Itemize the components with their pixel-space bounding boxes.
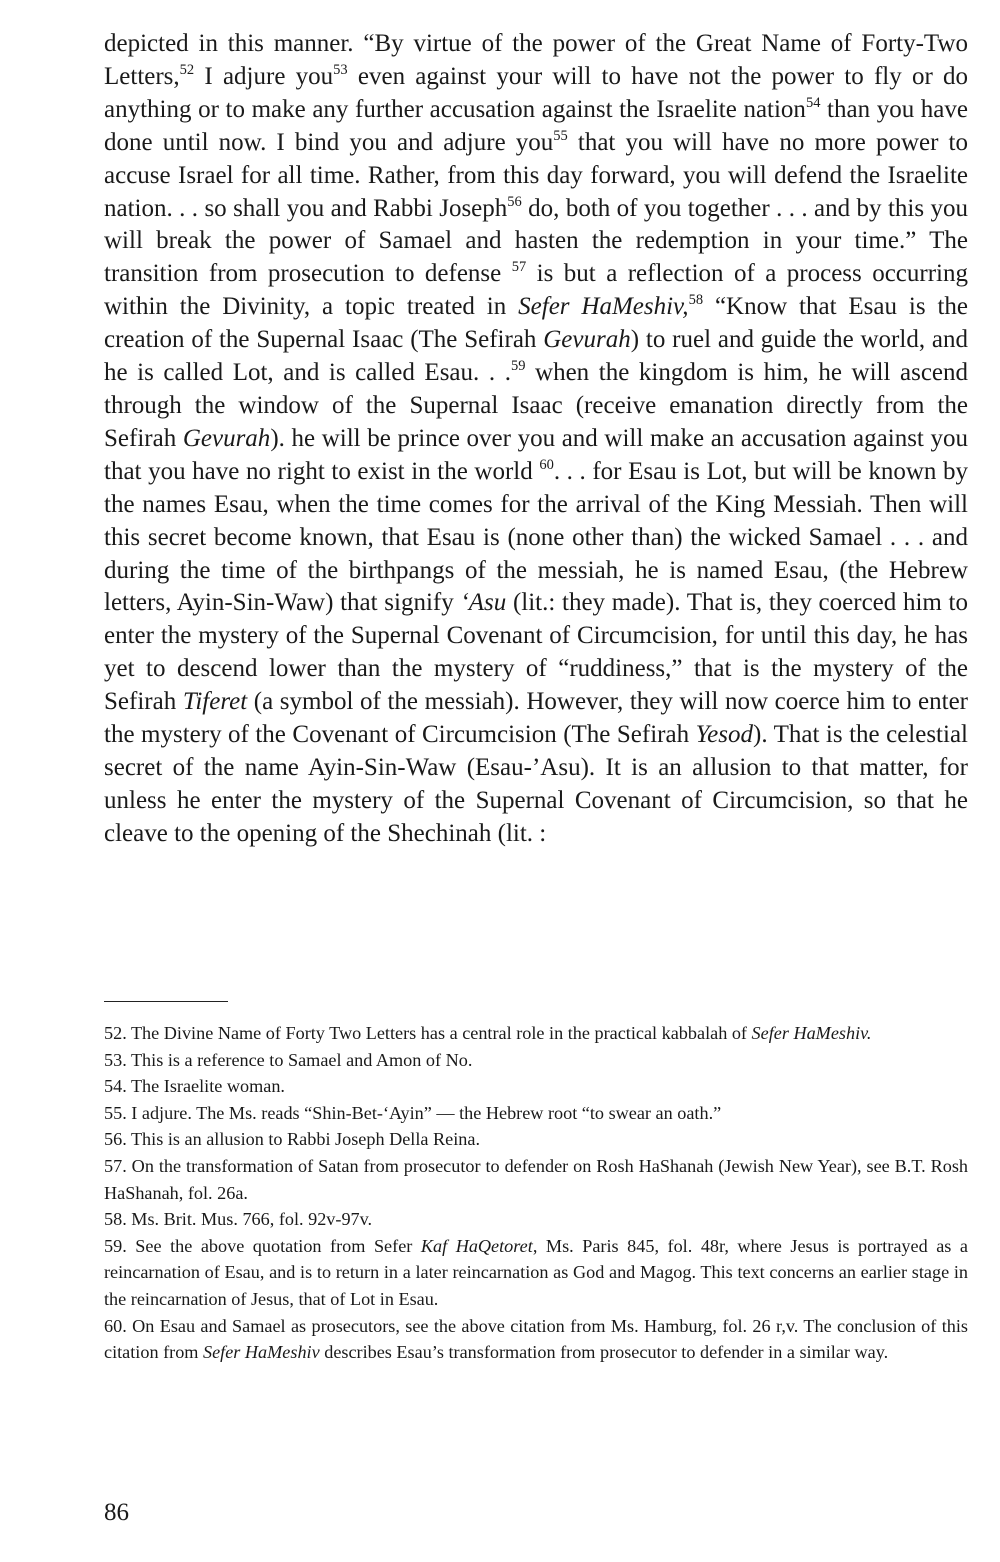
text-run: I adjure you xyxy=(194,62,334,90)
footnote-marker: 52 xyxy=(179,61,195,78)
text-run: , Ms. Paris 845, fol. 48r, where Jesus is portrayed as a reincarnation of Esau, and is to return in a later reincarnation as God and Magog. This text concerns an earlier stage in the reincarnation of Jesus, that of Lot in Esau. xyxy=(104,1235,969,1309)
text-run: is but a reflection of a process occurring within the Divinity, a topic treated in xyxy=(104,260,968,321)
footnote-item xyxy=(104,1047,968,1074)
footnote-item xyxy=(104,1100,968,1127)
text-run: that you will have no more power to accuse Israel for all time. Rather, from this day forward, you will defend the Israelite nation. . . so shall you and Rabbi Joseph xyxy=(104,128,968,222)
footnote-marker: 57 xyxy=(511,259,527,276)
text-run: “Know that Esau is the creation of the Supernal Isaac (The Sefirah xyxy=(104,293,969,354)
text-run: when the kingdom is him, he will ascend through the window of the Supernal Isaac (receive emanation directly from the Sefirah xyxy=(104,359,969,452)
page-number: 86 xyxy=(104,1499,129,1526)
text-run: than you have done until now. I bind you and adjure you xyxy=(104,95,968,156)
footnote-item xyxy=(104,1233,968,1313)
text-run: 57. On the transformation of Satan from prosecutor to defender on Rosh HaShanah (Jewish New Year), see B.T. Rosh HaShanah, fol. 26a. xyxy=(104,1155,968,1203)
footnote-marker: 56 xyxy=(507,193,522,210)
italic-text: Sefer HaMeshiv, xyxy=(518,293,689,321)
footnotes xyxy=(104,1020,968,1366)
text-run: ) to ruel and guide the world, and he is called Lot, and is called Esau. . . xyxy=(104,326,968,387)
footnote-item xyxy=(104,1313,968,1366)
text-run: 54. The Israelite woman. xyxy=(104,1076,285,1097)
text-run: describes Esau’s transformation from prosecutor to defender in a similar way. xyxy=(319,1342,889,1363)
footnote-item xyxy=(104,1126,968,1153)
footnote-marker: 59 xyxy=(510,357,526,374)
text-run: 52. The Divine Name of Forty Two Letters has a central role in the practical kabbalah of xyxy=(104,1023,752,1043)
italic-text: Sefer HaMeshiv. xyxy=(751,1023,872,1043)
footnote-separator xyxy=(104,1001,228,1002)
text-run: 58. Ms. Brit. Mus. 766, fol. 92v-97v. xyxy=(104,1209,373,1230)
footnote-marker: 53 xyxy=(333,61,348,78)
footnote-marker: 60 xyxy=(539,456,554,473)
italic-text: Yesod xyxy=(695,721,753,749)
italic-text: Gevurah xyxy=(182,424,271,452)
footnote-item xyxy=(104,1020,968,1047)
text-run: 55. I adjure. The Ms. reads “Shin-Bet-‘Ayin” — the Hebrew root “to swear an oath.” xyxy=(104,1102,722,1123)
text-run: 59. See the above quotation from Sefer xyxy=(104,1235,421,1256)
italic-text: Kaf HaQetoret xyxy=(420,1235,533,1256)
text-run: do, both of you together . . . and by this you will break the power of Samael and hasten the redemption in your time.” The transition from prosecution to defense xyxy=(104,194,968,288)
italic-text: Sefer HaMeshiv xyxy=(203,1342,320,1363)
text-run: ). he will be prince over you and will make an accusation against you that you have no right to exist in the world xyxy=(104,424,968,485)
italic-text: Gevurah xyxy=(543,326,631,354)
body-paragraph xyxy=(104,28,968,851)
text-run: depicted in this manner. “By virtue of the power of the Great Name of Forty-Two Letters, xyxy=(104,30,968,90)
footnote-marker: 58 xyxy=(688,292,704,309)
text-run: 56. This is an allusion to Rabbi Joseph Della Reina. xyxy=(104,1129,481,1150)
text-run: (a symbol of the messiah). However, they will now coerce him to enter the mystery of the Covenant of Circumcision (The Sefirah xyxy=(104,688,968,749)
text-run: ). That is the celestial secret of the name Ayin-Sin-Waw (Esau-’Asu). It is an allusion to that matter, for unless he enter the mystery of the Supernal Covenant of Circumcision, so that he cleave to the opening of the Shechinah (lit. : xyxy=(104,721,968,847)
text-run: . . . for Esau is Lot, but will be known by the names Esau, when the time comes for the arrival of the King Messiah. Then will this secret become known, that Esau is (none other than) the wicked Samael . . . and during the time of the birthpangs of the messiah, he is named Esau, (the Hebrew letters, Ayin-Sin-Waw) that signify xyxy=(104,457,968,617)
footnote-item xyxy=(104,1153,968,1206)
text-run: even against your will to have not the power to fly or do anything or to make any further accusation against the Israelite nation xyxy=(104,62,968,123)
text-run: 53. This is a reference to Samael and Amon of No. xyxy=(104,1049,473,1070)
footnote-item xyxy=(104,1206,968,1233)
text-run: 60. On Esau and Samael as prosecutors, see the above citation from Ms. Hamburg, fol. 26 r,v. The conclusion of this citation from xyxy=(104,1315,968,1363)
footnote-marker: 54 xyxy=(805,94,821,111)
footnote-item xyxy=(104,1073,968,1100)
italic-text: ‘Asu xyxy=(460,589,507,617)
italic-text: Tiferet xyxy=(182,688,248,716)
text-run: (lit.: they made). That is, they coerced him to enter the mystery of the Supernal Covenant of Circumcision, for until this day, he has yet to descend lower than the mystery of “ruddiness,” that is the mystery of the Sefirah xyxy=(104,589,968,716)
footnote-marker: 55 xyxy=(553,127,568,144)
